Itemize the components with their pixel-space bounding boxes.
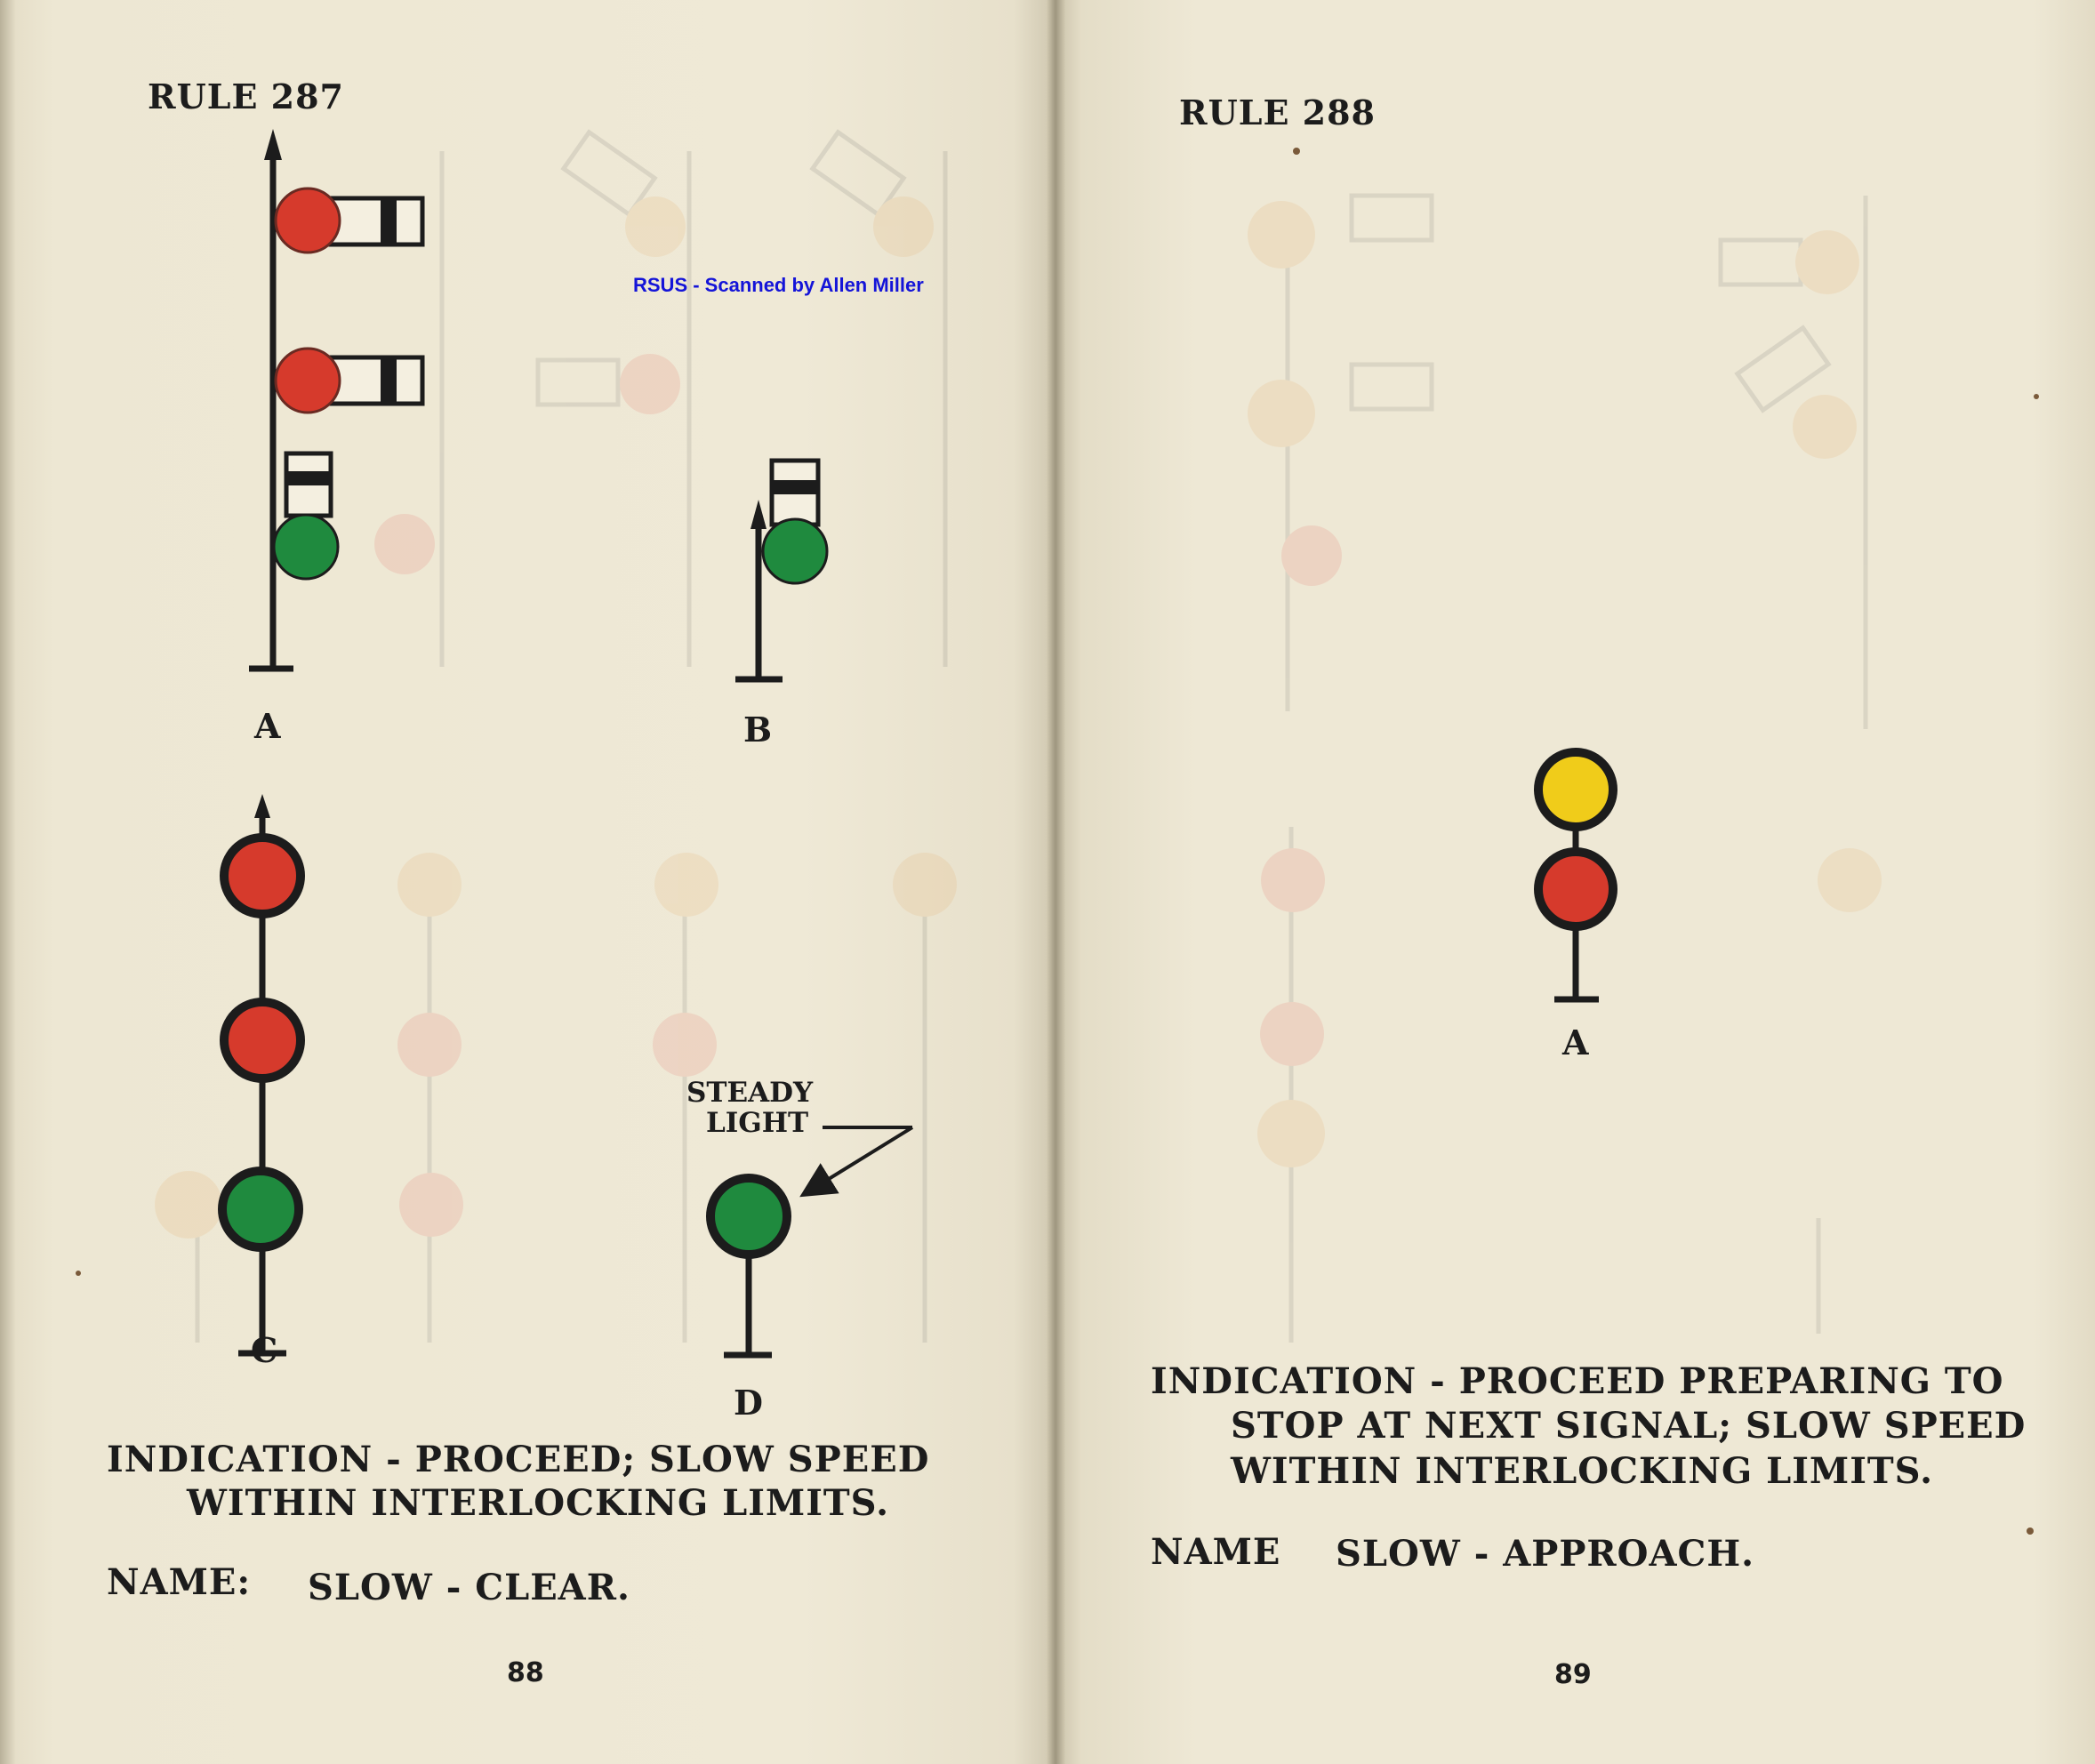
indication-line1: INDICATION - PROCEED; SLOW SPEED	[107, 1439, 930, 1480]
signal-d-dwarf-light	[710, 1127, 912, 1355]
yellow-light	[1538, 752, 1613, 827]
indication-line2: WITHIN INTERLOCKING LIMITS.	[187, 1482, 890, 1524]
mast-arrow-icon	[254, 794, 270, 818]
indication-line3: WITHIN INTERLOCKING LIMITS.	[1231, 1450, 1934, 1492]
name-value: SLOW - APPROACH.	[1336, 1533, 1755, 1575]
steady-light-line1: STEADY	[686, 1077, 814, 1109]
signal-a-semaphore	[249, 129, 422, 669]
signal-label-b: B	[743, 710, 773, 750]
signal-a-dwarf-light	[1538, 752, 1613, 999]
mast-arrow-icon	[264, 129, 282, 160]
green-light	[710, 1178, 787, 1255]
scanner-watermark: RSUS - Scanned by Allen Miller	[633, 274, 924, 296]
red-light	[224, 838, 301, 914]
name-label: NAME:	[107, 1561, 252, 1603]
red-light	[276, 188, 340, 253]
green-light	[222, 1171, 299, 1247]
pointer-arrow-icon	[806, 1127, 912, 1193]
green-light	[763, 519, 827, 583]
red-light	[1538, 852, 1613, 926]
green-light	[274, 515, 338, 579]
red-light	[276, 349, 340, 413]
indication-line1: INDICATION - PROCEED PREPARING TO	[1151, 1360, 2004, 1402]
red-light	[224, 1002, 301, 1078]
signal-label-d: D	[734, 1383, 763, 1423]
name-label: NAME	[1151, 1531, 1281, 1573]
signal-label-c: C	[251, 1330, 278, 1370]
semaphore-blade	[331, 357, 422, 404]
rule-title: RULE 288	[1179, 92, 1376, 132]
page-number: 89	[1554, 1659, 1592, 1690]
name-value: SLOW - CLEAR.	[308, 1567, 630, 1608]
mast-arrow-icon	[751, 500, 767, 529]
signal-c-color-light	[222, 794, 301, 1353]
signal-b-dwarf-semaphore	[735, 461, 827, 679]
rule-title: RULE 287	[148, 76, 344, 116]
indication-line2: STOP AT NEXT SIGNAL; SLOW SPEED	[1231, 1405, 2027, 1447]
steady-light-line2: LIGHT	[706, 1107, 809, 1139]
signal-label-a: A	[254, 706, 281, 746]
semaphore-blade	[331, 198, 422, 245]
signal-label-a: A	[1562, 1022, 1589, 1062]
page-number: 88	[507, 1657, 544, 1688]
steady-light-note	[686, 1078, 813, 1138]
